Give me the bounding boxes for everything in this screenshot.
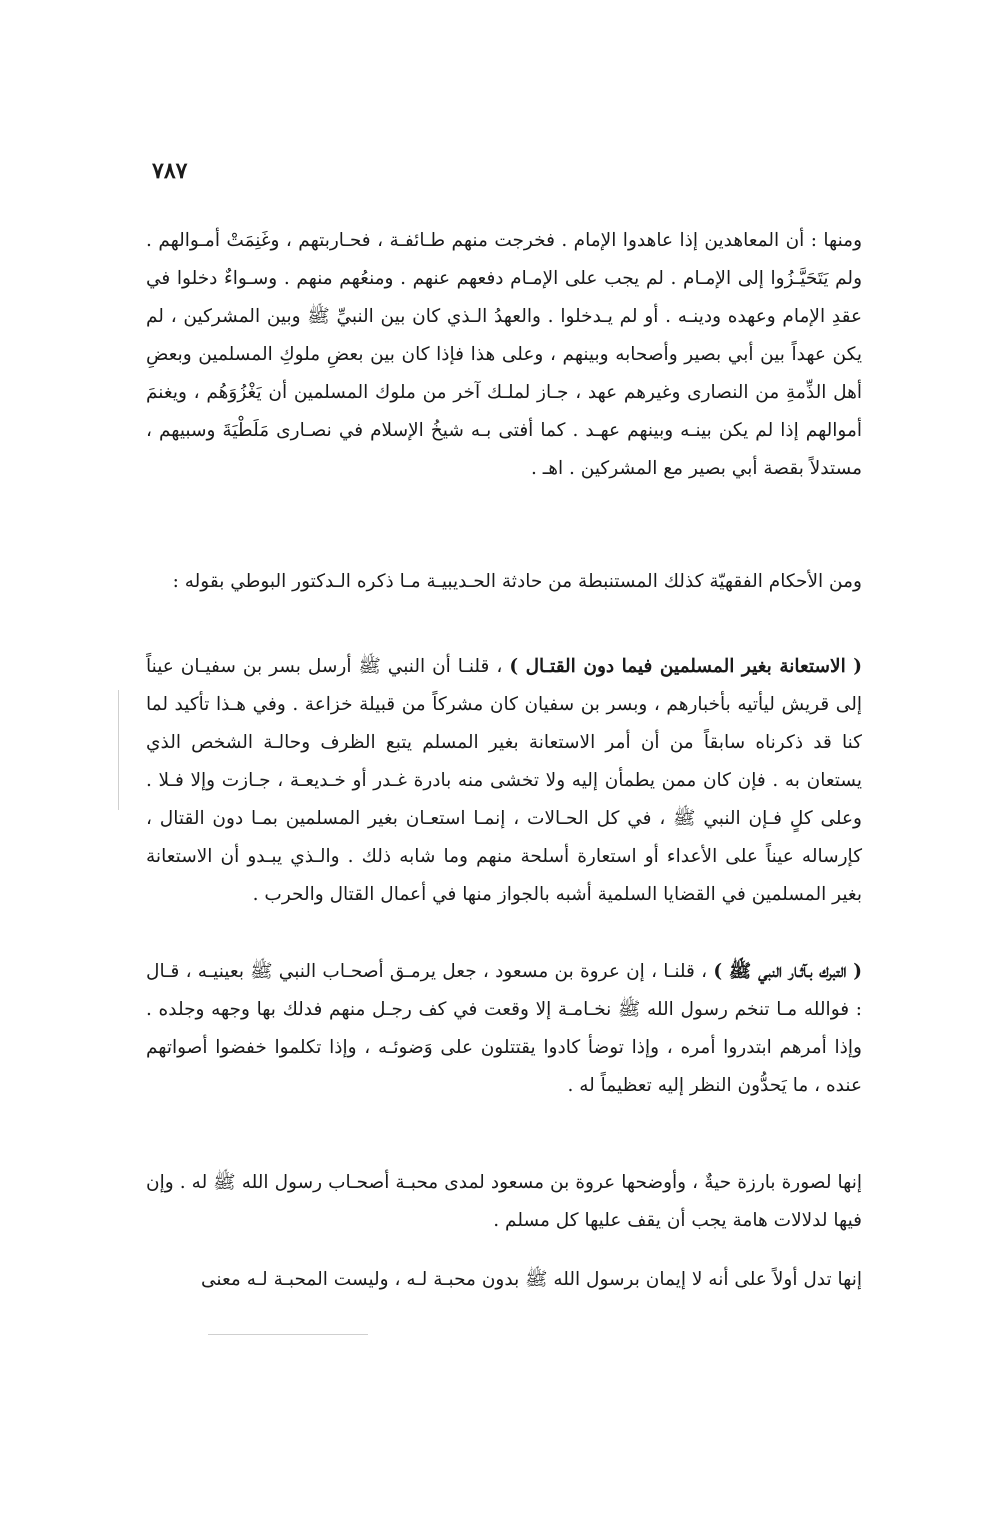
scan-bottom-line: [208, 1334, 368, 1335]
paragraph-text: ، قلنـا ، إن عروة بن مسعود ، جعل يرمـق أصحـاب النبي ﷺ بعينيـه ، قـال : فوالله مـا تنخم رسول الله ﷺ نخـامـة إلا وقعت في كف رجـل منهم فدلك بها وجهه وجلده . وإذا أمرهم ابتدروا أمره ، وإذا توضأ كادوا يقتتلون على وَضوئـه ، وإذا تكلموا خفضوا أصواتهم عنده ، ما يَحدُّون النظر إليه تعظيماً له .: [146, 961, 862, 1096]
paragraph-treaty-ruling: [146, 222, 862, 488]
paragraph-text: ، قلنـا أن النبي ﷺ أرسل بسر بن سفيـان عيناً إلى قريش ليأتيه بأخبارهم ، وبسر بن سفيان كان مشركاً من قبيلة خزاعة . وفي هـذا تأكيد لما كنا قد ذكرناه سابقاً من أن أمر الاستعانة بغير المسلم يتبع الظرف وحالـة الشخص الذي يستعان به . فإن كان ممن يطمأن إليه ولا تخشى منه بادرة غـدر أو خـديعـة ، جـازت وإلا فـلا . وعلى كلٍ فـإن النبي ﷺ ، في كل الحـالات ، إنمـا استعـان بغير المسلمين بمـا دون القتال ، كإرساله عيناً على الأعداء أو استعارة أسلحة منهم وما شابه ذلك . والـذي يبـدو أن الاستعانة بغير المسلمين في القضايا السلمية أشبه بالجواز منها في أعمال القتال والحرب .: [146, 656, 862, 905]
page-number: ٧٨٧: [152, 158, 188, 184]
paragraph-intro-bouti: [146, 563, 862, 601]
paragraph-vivid-image: [146, 1164, 862, 1240]
section-heading: ( التبرك بـآثـار النبي ﷺ ): [713, 961, 862, 982]
paragraph-text: ومن الأحكام الفقهيّة كذلك المستنبطة من حادثة الحـديبيـة مـا ذكره الـدكتور البوطي بقوله :: [172, 571, 862, 592]
paragraph-text: إنها تدل أولاً على أنه لا إيمان برسول الله ﷺ بدون محبـة لـه ، وليست المحبـة لـه معنى: [201, 1269, 862, 1290]
scan-margin-line: [118, 690, 119, 810]
paragraph-text: إنها لصورة بارزة حيةٌ ، وأوضحها عروة بن مسعود لمدى محبـة أصحـاب رسول الله ﷺ له . وإن فيها لدلالات هامة يجب أن يقف عليها كل مسلم .: [146, 1172, 862, 1231]
paragraph-love-prophet: [146, 1261, 862, 1299]
paragraph-text: ومنها : أن المعاهدين إذا عاهدوا الإمام . فخرجت منهم طـائفـة ، فحـاربتهم ، وغَنِمَتْ أمـوالهم . ولم يَتَحَيَّـزُوا إلى الإمـام . لم يجب على الإمـام دفعهم عنهم . ومنعُهم منهم . وسـواءٌ دخلوا في عقدِ الإمام وعهده ودينـه . أو لم يـدخلوا . والعهدُ الـذي كان بين النبيِّ ﷺ وبين المشركين ، لم يكن عهداً بين أبي بصير وأصحابه وبينهم ، وعلى هذا فإذا كان بين بعضِ ملوكِ المسلمين وبعضِ أهل الذِّمةِ من النصارى وغيرهم عهد ، جـاز لملـك آخر من ملوك المسلمين أن يَغْزُوَهُم ، ويغنمَ أموالهم إذا لم يكن بينـه وبينهم عهـد . كما أفتى بـه شيخُ الإسلام في نصـارى مَلَطْيَةَ وسبيهم ، مستدلاً بقصة أبي بصير مع المشركين . اهـ .: [146, 230, 862, 479]
section-heading: ( الاستعانة بغير المسلمين فيما دون القتـال ): [509, 656, 863, 677]
paragraph-blessing-relics: [146, 953, 862, 1105]
paragraph-seeking-help: [146, 648, 862, 914]
